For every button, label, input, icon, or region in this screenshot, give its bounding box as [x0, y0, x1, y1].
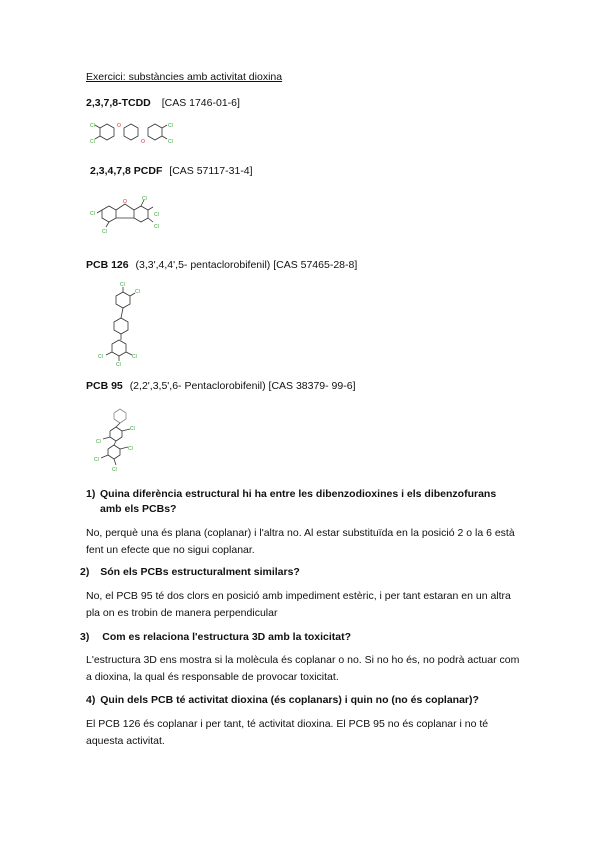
chlorine-atom-label: Cl: [142, 196, 147, 202]
chlorine-atom-label: Cl: [154, 212, 159, 218]
compound-name: 2,3,7,8-TCDD: [86, 97, 151, 109]
question-line: amb els PCBs?: [100, 503, 177, 515]
answer-4: El PCB 126 és coplanar i per tant, té activitat dioxina. El PCB 95 no és coplanar i no té aquesta activitat.: [86, 718, 489, 747]
question-4: [86, 694, 526, 706]
tcdd-structure-image: [90, 118, 180, 154]
chlorine-atom-label: Cl: [132, 354, 137, 360]
chlorine-atom-label: Cl: [96, 439, 101, 445]
chlorine-atom-label: Cl: [90, 211, 95, 217]
pcb95-structure-image: [94, 405, 154, 475]
chlorine-atom-label: Cl: [102, 229, 107, 235]
chlorine-atom-label: Cl: [168, 139, 173, 145]
chlorine-atom-label: Cl: [94, 457, 99, 463]
question-2: [80, 566, 520, 578]
oxygen-atom-label: O: [141, 139, 145, 145]
chlorine-atom-label: Cl: [154, 224, 159, 230]
question-text: Quin dels PCB té activitat dioxina (és coplanars) i quin no (no és coplanar)?: [100, 694, 479, 706]
compound-pcb95-heading: [86, 380, 356, 392]
compound-pcb126-heading: [86, 259, 357, 271]
chlorine-atom-label: Cl: [128, 446, 133, 452]
pcb126-structure-image: [92, 282, 152, 368]
question-number: 4): [86, 694, 96, 706]
question-3: [80, 631, 520, 643]
chlorine-atom-label: Cl: [112, 467, 117, 473]
pcdf-structure-image: [90, 196, 180, 241]
chlorine-atom-label: Cl: [120, 282, 125, 288]
chlorine-atom-label: Cl: [98, 354, 103, 360]
compound-cas: [CAS 57117-31-4]: [169, 165, 253, 177]
question-1: [86, 488, 526, 515]
compound-tcdd-heading: [86, 97, 240, 109]
question-text: Com es relaciona l'estructura 3D amb la toxicitat?: [102, 631, 352, 643]
oxygen-atom-label: O: [123, 199, 127, 205]
answer-1: No, perquè una és plana (coplanar) i l'altra no. Al estar substituïda en la posició 2 o la 6 està fent un efecte que no sigui coplanar.: [86, 527, 515, 556]
chlorine-atom-label: Cl: [90, 139, 95, 145]
chlorine-atom-label: Cl: [116, 362, 121, 368]
compound-cas: (3,3',4,4',5- pentaclorobifenil) [CAS 57465-28-8]: [135, 259, 358, 271]
answer-3: L'estructura 3D ens mostra si la molècula és coplanar o no. Si no ho és, no podrà actuar com a dioxina, la qual és responsable de provocar toxicitat.: [86, 654, 520, 683]
compound-name: PCB 95: [86, 380, 123, 392]
compound-name: PCB 126: [86, 259, 129, 271]
compound-name: 2,3,4,7,8 PCDF: [90, 165, 163, 177]
question-number: 2): [80, 566, 90, 578]
page-title: Exercici: substàncies amb activitat dioxina: [86, 71, 283, 83]
chlorine-atom-label: Cl: [168, 123, 173, 129]
compound-cas: [CAS 1746-01-6]: [161, 97, 240, 109]
answer-2: No, el PCB 95 té dos clors en posició amb impediment estèric, i per tant estaran en un altra pla on es trobin de manera perpendicular: [86, 590, 511, 619]
compound-cas: (2,2',3,5',6- Pentaclorobifenil) [CAS 38379- 99-6]: [129, 380, 356, 392]
question-line: Quina diferència estructural hi ha entre les dibenzodioxines i els dibenzofurans: [100, 488, 497, 500]
question-text: [100, 488, 526, 515]
chlorine-atom-label: Cl: [90, 123, 95, 129]
oxygen-atom-label: O: [117, 123, 121, 129]
question-number: 1): [86, 488, 96, 500]
chlorine-atom-label: Cl: [135, 289, 140, 295]
chlorine-atom-label: Cl: [130, 426, 135, 432]
compound-pcdf-heading: [90, 165, 253, 177]
question-number: 3): [80, 631, 90, 643]
question-text: Són els PCBs estructuralment similars?: [100, 566, 300, 578]
